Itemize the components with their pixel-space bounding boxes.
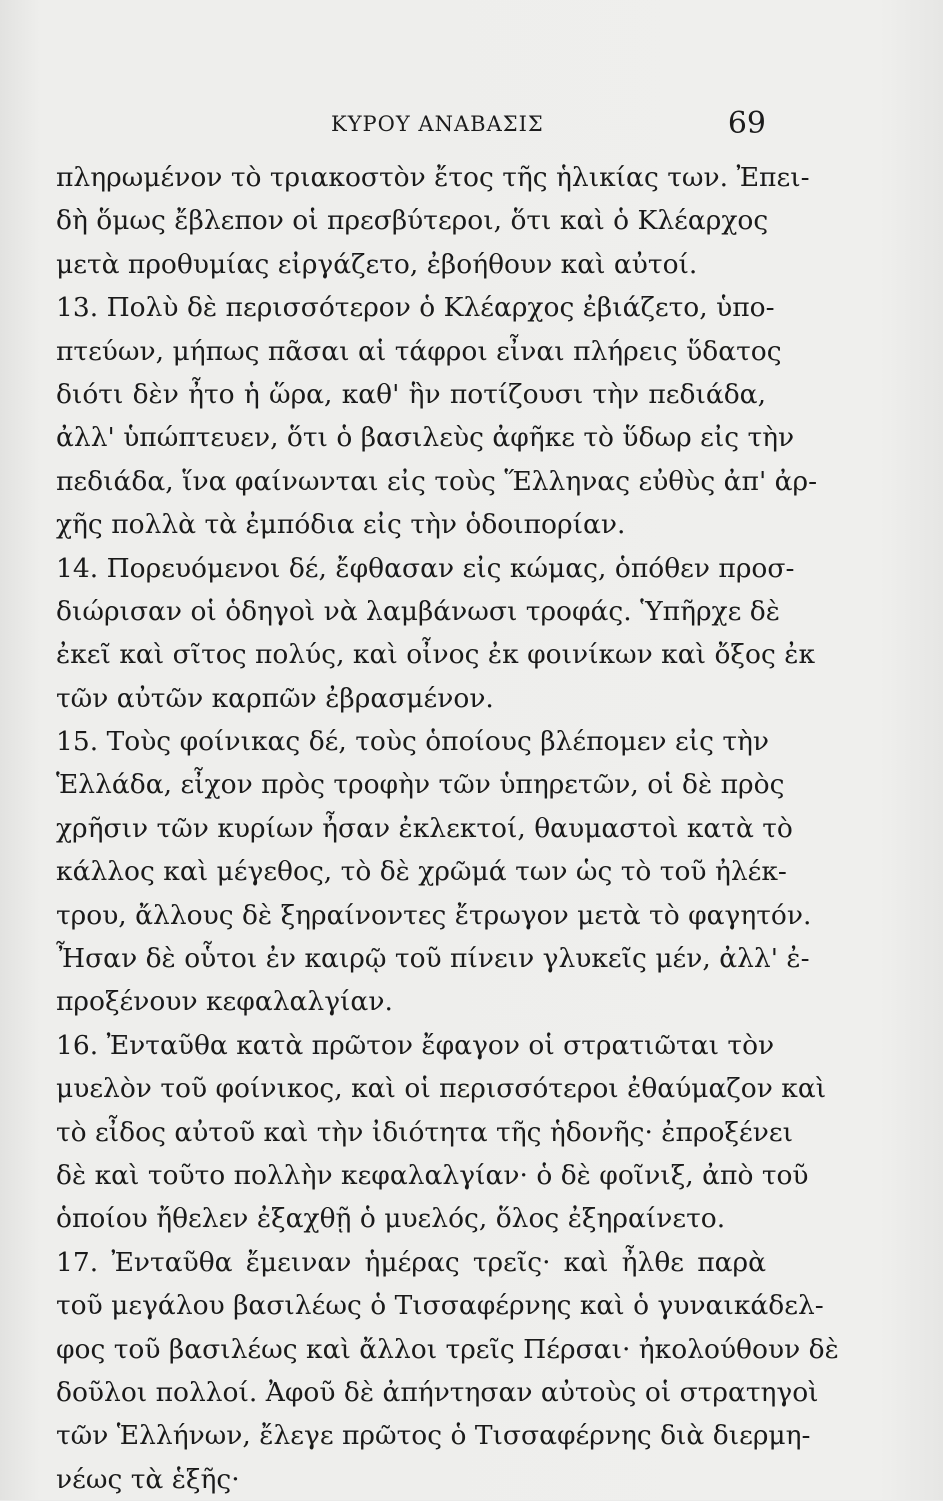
text-line: διώρισαν οἱ ὁδηγοὶ νὰ λαμβάνωσι τροφάς. Ὑπῆρχε δὲ bbox=[56, 595, 780, 627]
text-line: ὁποίου ἤθελεν ἐξαχθῇ ὁ μυελός, ὅλος ἐξηραίνετο. bbox=[56, 1203, 726, 1235]
text-line: δοῦλοι πολλοί. Ἀφοῦ δὲ ἀπήντησαν αὐτοὺς οἱ στρατηγοὶ bbox=[56, 1376, 819, 1408]
text-line: τὸ εἶδος αὐτοῦ καὶ τὴν ἰδιότητα τῆς ἡδονῆς· ἐπροξένει bbox=[56, 1116, 794, 1148]
body-text bbox=[56, 156, 839, 1501]
text-line: 13. Πολὺ δὲ περισσότερον ὁ Κλέαρχος ἐβιάζετο, ὑπο- bbox=[56, 292, 775, 324]
text-line: δὴ ὅμως ἔβλεπον οἱ πρεσβύτεροι, ὅτι καὶ ὁ Κλέαρχος bbox=[56, 205, 769, 237]
text-line: Ἑλλάδα, εἶχον πρὸς τροφὴν τῶν ὑπηρετῶν, οἱ δὲ πρὸς bbox=[56, 769, 785, 801]
text-line: 14. Πορευόμενοι δέ, ἔφθασαν εἰς κώμας, ὁπόθεν προσ- bbox=[56, 552, 795, 584]
text-line: πεδιάδα, ἵνα φαίνωνται εἰς τοὺς Ἕλληνας εὐθὺς ἀπ' ἀρ- bbox=[56, 465, 818, 497]
text-line: κάλλος καὶ μέγεθος, τὸ δὲ χρῶμά των ὡς τὸ τοῦ ἠλέκ- bbox=[56, 856, 787, 888]
text-line: μυελὸν τοῦ φοίνικος, καὶ οἱ περισσότεροι ἐθαύμαζον καὶ bbox=[56, 1073, 827, 1105]
text-line: 15. Τοὺς φοίνικας δέ, τοὺς ὁποίους βλέπομεν εἰς τὴν bbox=[56, 726, 769, 758]
text-line: δὲ καὶ τοῦτο πολλὴν κεφαλαλγίαν· ὁ δὲ φοῖνιξ, ἀπὸ τοῦ bbox=[56, 1159, 809, 1191]
text-line: πτεύων, μήπως πᾶσαι αἱ τάφροι εἶναι πλήρεις ὕδατος bbox=[56, 335, 782, 367]
text-line: 17. Ἐνταῦθα ἔμειναν ἡμέρας τρεῖς· καὶ ἦλθε παρὰ bbox=[56, 1246, 766, 1278]
text-line: χῆς πολλὰ τὰ ἐμπόδια εἰς τὴν ὁδοιπορίαν. bbox=[56, 509, 626, 541]
text-line: ἀλλ' ὑπώπτευεν, ὅτι ὁ βασιλεὺς ἀφῆκε τὸ ὕδωρ εἰς τὴν bbox=[56, 422, 795, 454]
text-line: ἐκεῖ καὶ σῖτος πολύς, καὶ οἶνος ἐκ φοινίκων καὶ ὄξος ἐκ bbox=[56, 639, 816, 671]
text-line: τῶν αὐτῶν καρπῶν ἐβρασμένον. bbox=[56, 682, 494, 714]
page-number: 69 bbox=[727, 106, 766, 141]
text-line: τρου, ἄλλους δὲ ξηραίνοντες ἔτρωγον μετὰ τὸ φαγητόν. bbox=[56, 899, 812, 931]
text-line: μετὰ προθυμίας εἰργάζετο, ἐβοήθουν καὶ αὐτοί. bbox=[56, 248, 698, 280]
running-title: ΚΥΡΟΥ ΑΝΑΒΑΣΙΣ bbox=[331, 112, 544, 136]
text-line: τοῦ μεγάλου βασιλέως ὁ Τισσαφέρνης καὶ ὁ γυναικάδελ- bbox=[56, 1290, 824, 1322]
text-line: τῶν Ἑλλήνων, ἔλεγε πρῶτος ὁ Τισσαφέρνης διὰ διερμη- bbox=[56, 1420, 811, 1452]
text-line: προξένουν κεφαλαλγίαν. bbox=[56, 986, 393, 1018]
text-line: διότι δὲν ἦτο ἡ ὥρα, καθ' ἣν ποτίζουσι τὴν πεδιάδα, bbox=[56, 378, 766, 410]
text-line: νέως τὰ ἑξῆς· bbox=[56, 1463, 240, 1495]
text-line: πληρωμένον τὸ τριακοστὸν ἔτος τῆς ἡλικίας των. Ἐπει- bbox=[56, 162, 810, 193]
text-line: χρῆσιν τῶν κυρίων ἦσαν ἐκλεκτοί, θαυμαστοὶ κατὰ τὸ bbox=[56, 812, 793, 844]
text-line: φος τοῦ βασιλέως καὶ ἄλλοι τρεῖς Πέρσαι· ἠκολούθουν δὲ bbox=[56, 1333, 839, 1365]
text-line: Ἦσαν δὲ οὗτοι ἐν καιρῷ τοῦ πίνειν γλυκεῖς μέν, ἀλλ' ἐ- bbox=[56, 943, 810, 975]
text-line: 16. Ἐνταῦθα κατὰ πρῶτον ἔφαγον οἱ στρατιῶται τὸν bbox=[56, 1029, 775, 1061]
